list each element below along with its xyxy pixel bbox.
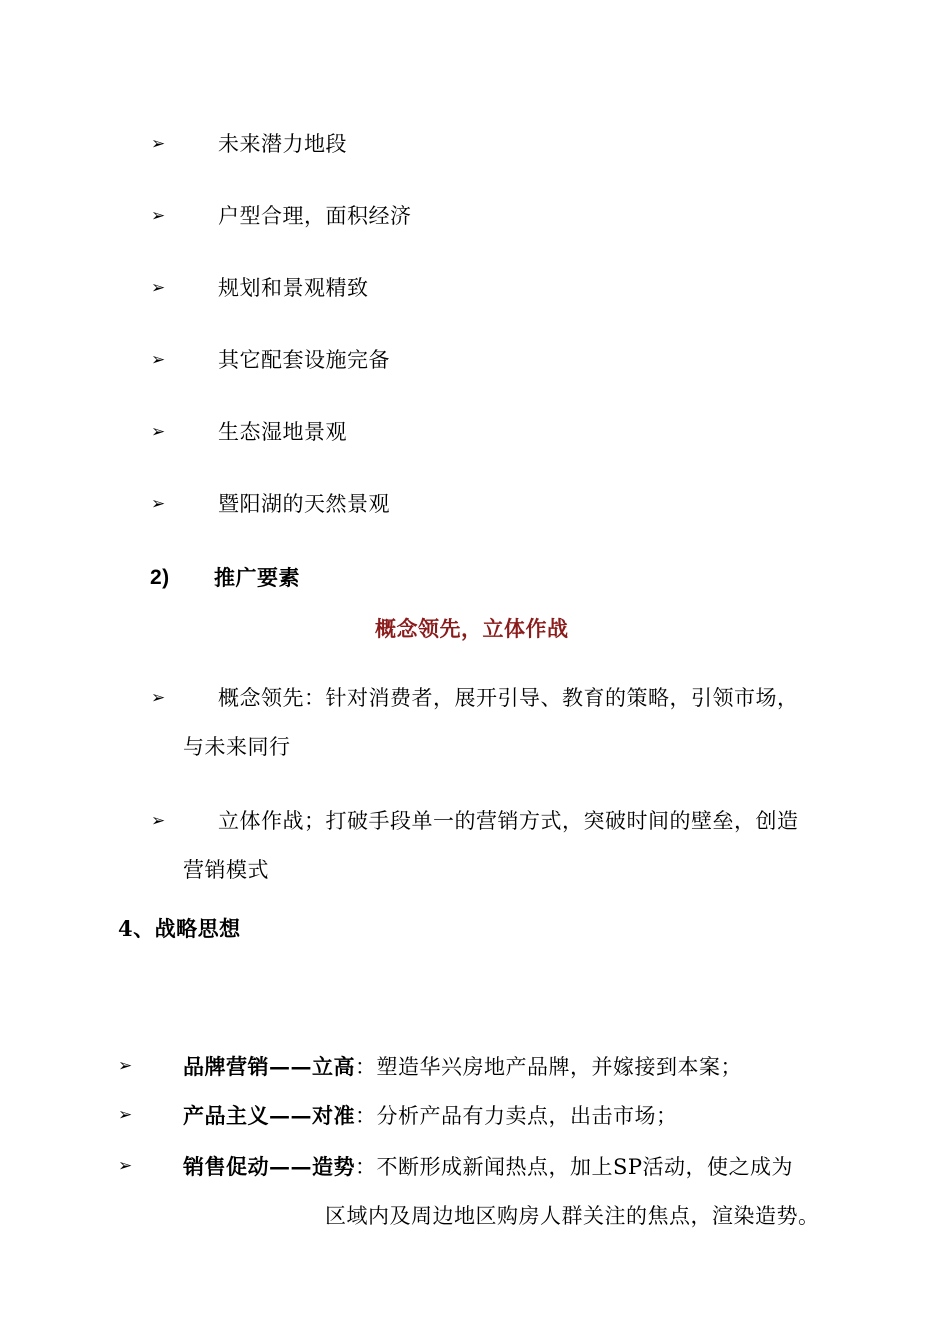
strategy-sep: ： [355,1155,377,1179]
bullet-arrow-icon: ➢ [151,422,166,442]
strategy-term: 品牌营销——立高 [183,1054,355,1079]
bullet-arrow-icon: ➢ [151,494,166,514]
strategy-term: 销售促动——造势 [183,1154,355,1179]
concept-line-cont: 营销模式 [183,858,269,882]
strategy-line [183,1056,742,1078]
section-number: 4、 [118,916,155,941]
bullet-arrow-icon: ➢ [118,1056,133,1076]
section-title: 战略思想 [154,916,241,941]
bullet-text: 未来潜力地段 [218,132,347,156]
bullet-text: 户型合理，面积经济 [218,204,412,228]
bullet-arrow-icon: ➢ [118,1105,133,1125]
strategy-line [183,1105,678,1127]
strategy-term: 产品主义——对准 [183,1103,355,1128]
concept-line-cont: 与未来同行 [183,735,291,759]
bullet-text: 其它配套设施完备 [218,348,390,372]
slogan: 概念领先，立体作战 [375,616,569,641]
bullet-arrow-icon: ➢ [151,811,166,831]
strategy-desc-cont: 区域内及周边地区购房人群关注的焦点，渲染造势。 [325,1204,820,1228]
bullet-arrow-icon: ➢ [151,134,166,154]
bullet-text: 规划和景观精致 [218,276,369,300]
concept-line: 概念领先：针对消费者，展开引导、教育的策略，引领市场， [218,686,799,710]
strategy-line [183,1156,793,1178]
strategy-desc: 分析产品有力卖点，出击市场； [376,1104,678,1128]
bullet-arrow-icon: ➢ [151,278,166,298]
bullet-text: 生态湿地景观 [218,420,347,444]
strategy-sep: ： [355,1055,377,1079]
bullet-text: 暨阳湖的天然景观 [218,492,390,516]
sub-heading-title: 推广要素 [214,565,300,590]
strategy-desc: 不断形成新闻热点，加上SP活动，使之成为 [376,1155,794,1179]
concept-line: 立体作战；打破手段单一的营销方式，突破时间的壁垒，创造 [218,809,799,833]
bullet-arrow-icon: ➢ [151,350,166,370]
bullet-arrow-icon: ➢ [151,688,166,708]
bullet-arrow-icon: ➢ [118,1156,133,1176]
sub-heading-number: 2) [150,566,170,589]
bullet-arrow-icon: ➢ [151,206,166,226]
strategy-sep: ： [355,1104,377,1128]
section-heading [118,918,241,939]
strategy-desc: 塑造华兴房地产品牌，并嫁接到本案； [376,1055,742,1079]
